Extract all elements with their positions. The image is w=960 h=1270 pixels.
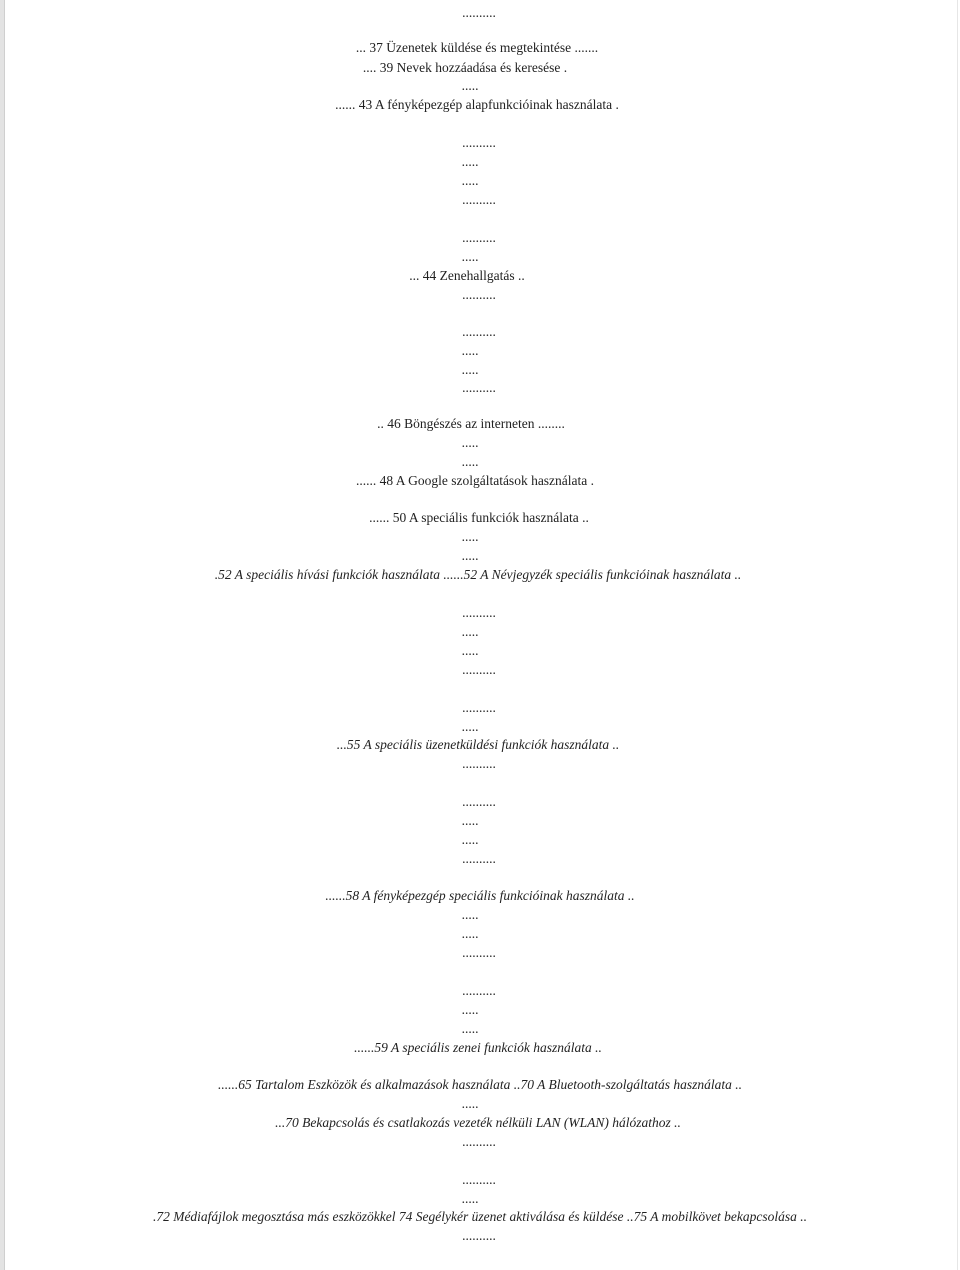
- toc-entry-37: ... 37 Üzenetek küldése és megtekintése .......: [355, 40, 599, 55]
- toc-entry-48: ...... 48 A Google szolgáltatások használata .: [355, 473, 595, 488]
- dot-leader-line: .....: [461, 926, 479, 941]
- dot-leader-line: ..........: [462, 1228, 496, 1243]
- dot-leader-line: .....: [461, 1002, 479, 1017]
- dot-leader-line: .....: [461, 907, 479, 922]
- dot-leader-line: .....: [461, 154, 479, 169]
- toc-entry-55: ...55 A speciális üzenetküldési funkciók használata ..: [336, 737, 620, 752]
- dot-leader-line: ..........: [462, 700, 496, 715]
- dot-leader-line: ..........: [462, 756, 496, 771]
- dot-leader-line: .....: [461, 362, 479, 377]
- dot-leader-line: ..........: [462, 324, 496, 339]
- dot-leader-line: ..........: [462, 662, 496, 677]
- toc-entry-50: ...... 50 A speciális funkciók használata ..: [369, 510, 589, 525]
- dot-leader-line: .....: [461, 1096, 479, 1111]
- toc-entry-52: .52 A speciális hívási funkciók használata ......52 A Névjegyzék speciális funkcióinak használata ..: [214, 567, 742, 582]
- dot-leader-line: ..........: [462, 5, 496, 20]
- toc-entry-43: ...... 43 A fényképezgép alapfunkcióinak használata .: [335, 97, 619, 112]
- dot-leader-line: ..........: [462, 794, 496, 809]
- dot-leader-line: .....: [461, 1191, 479, 1206]
- dot-leader-line: .....: [461, 249, 479, 264]
- toc-entry-44: ... 44 Zenehallgatás ..: [409, 268, 525, 283]
- dot-leader-line: .....: [461, 173, 479, 188]
- dot-leader-line: .....: [461, 719, 479, 734]
- dot-leader-line: .....: [461, 624, 479, 639]
- dot-leader-line: .....: [461, 548, 479, 563]
- dot-leader-line: .....: [461, 832, 479, 847]
- dot-leader-line: ..........: [462, 380, 496, 395]
- dot-leader-line: ..........: [462, 851, 496, 866]
- dot-leader-line: .....: [461, 78, 479, 93]
- dot-leader-line: .....: [461, 1021, 479, 1036]
- dot-leader-line: ..........: [462, 1134, 496, 1149]
- dot-leader-line: .....: [461, 435, 479, 450]
- dot-leader-line: .....: [461, 343, 479, 358]
- dot-leader-line: ..........: [462, 605, 496, 620]
- dot-leader-line: ..........: [462, 135, 496, 150]
- dot-leader-line: ..........: [462, 945, 496, 960]
- toc-entry-72-75: .72 Médiafájlok megosztása más eszközökkel 74 Segélykér üzenet aktiválása és küldése ..75 A mobilkövet bekapcsolása ..: [152, 1209, 808, 1224]
- dot-leader-line: ..........: [462, 287, 496, 302]
- toc-entry-59: ......59 A speciális zenei funkciók használata ..: [354, 1040, 602, 1055]
- dot-leader-line: .....: [461, 454, 479, 469]
- toc-entry-46: .. 46 Böngészés az interneten ........: [377, 416, 565, 431]
- dot-leader-line: .....: [461, 643, 479, 658]
- toc-entry-70-wlan: ...70 Bekapcsolás és csatlakozás vezeték nélküli LAN (WLAN) hálózathoz ..: [275, 1115, 681, 1130]
- dot-leader-line: .....: [461, 813, 479, 828]
- dot-leader-line: ..........: [462, 192, 496, 207]
- toc-entry-39: .... 39 Nevek hozzáadása és keresése .: [362, 60, 568, 75]
- toc-entry-58: ......58 A fényképezgép speciális funkcióinak használata ..: [325, 888, 635, 903]
- toc-entry-65-70: ......65 Tartalom Eszközök és alkalmazások használata ..70 A Bluetooth-szolgáltatás használata ..: [217, 1077, 743, 1092]
- dot-leader-line: ..........: [462, 983, 496, 998]
- dot-leader-line: ..........: [462, 230, 496, 245]
- dot-leader-line: ..........: [462, 1172, 496, 1187]
- dot-leader-line: .....: [461, 529, 479, 544]
